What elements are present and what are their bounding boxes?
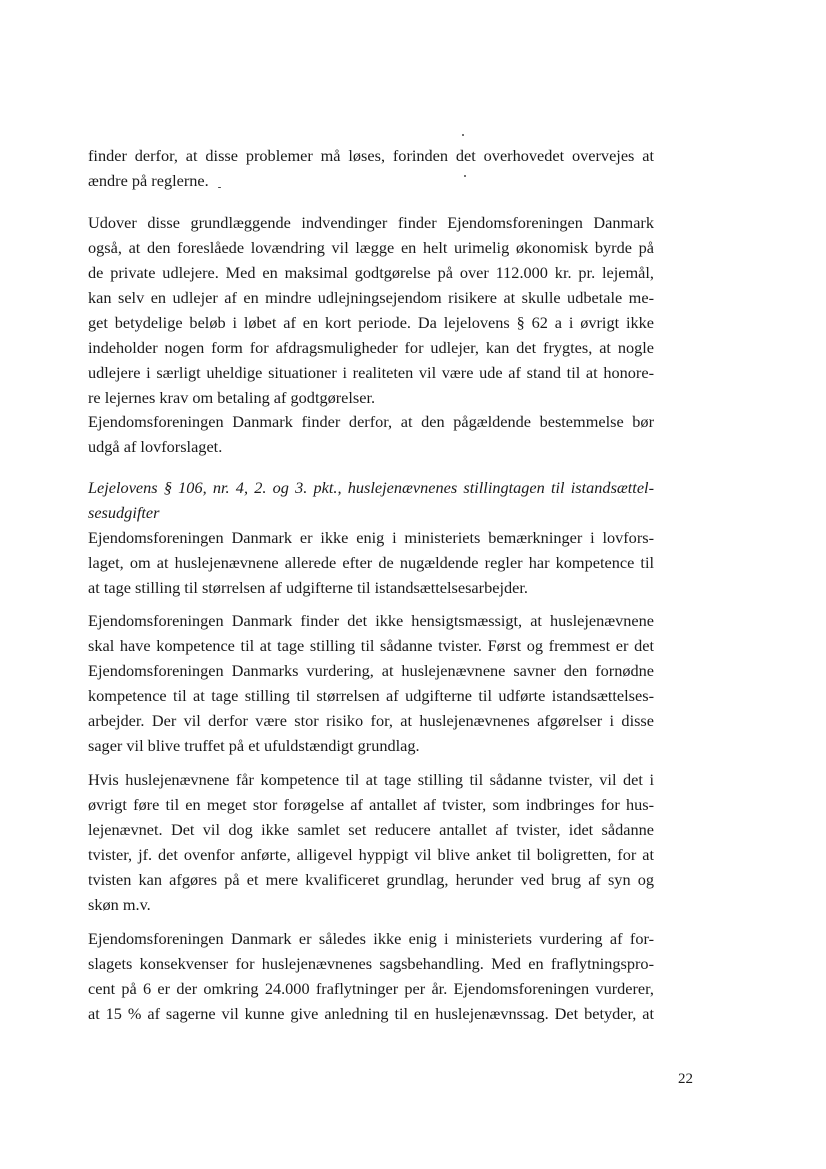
- text-line: indeholder nogen form for afdragsmuligheder for udlejer, kan det frygtes, at nogle: [88, 338, 654, 357]
- text-line: Udover disse grundlæggende indvendinger finder Ejendomsforeningen Danmark: [88, 213, 654, 232]
- scan-speck: [462, 134, 464, 136]
- text-line: tvisten kan afgøres på et mere kvalificeret grundlag, herunder ved brug af syn og: [88, 870, 654, 889]
- text-line: finder derfor, at disse problemer må løses, forinden det overhovedet overvejes at: [88, 146, 654, 165]
- text-line: Ejendomsforeningen Danmark er således ikke enig i ministeriets vurdering af for-: [88, 929, 654, 948]
- text-line: udlejere i særligt uheldige situationer i realiteten vil være ude af stand til at honore-: [88, 363, 654, 382]
- text-line: sager vil blive truffet på et ufuldstændigt grundlag.: [88, 736, 420, 755]
- text-line: også, at den foreslåede lovændring vil lægge en helt urimelig økonomisk byrde på: [88, 238, 654, 257]
- page-number: 22: [678, 1071, 693, 1087]
- text-line: laget, om at huslejenævnene allerede efter de nugældende regler har kompetence til: [88, 553, 654, 572]
- text-line: get betydelige beløb i løbet af en kort periode. Da lejelovens § 62 a i øvrigt ikke: [88, 313, 654, 332]
- paragraph-5: [88, 608, 654, 758]
- text-line: ændre på reglerne.: [88, 171, 209, 190]
- text-line: arbejder. Der vil derfor være stor risiko for, at huslejenævnenes afgørelser i disse: [88, 711, 654, 730]
- text-line: Ejendomsforeningen Danmark finder det ikke hensigtsmæssigt, at huslejenævnene: [88, 611, 654, 630]
- text-line: tvister, jf. det ovenfor anførte, alligevel hyppigt vil blive anket til boligretten, for at: [88, 845, 654, 864]
- text-line: re lejernes krav om betaling af godtgørelser.: [88, 388, 376, 407]
- text-line: slagets konsekvenser for huslejenævnenes sagsbehandling. Med en fraflytningspro-: [88, 954, 654, 973]
- text-line: Ejendomsforeningen Danmark er ikke enig i ministeriets bemærkninger i lovfors-: [88, 528, 654, 547]
- section-heading: sesudgifter: [88, 503, 160, 522]
- text-line: at 15 % af sagerne vil kunne give anledning til en huslejenævnssag. Det betyder, at: [88, 1004, 654, 1023]
- section-lejelovens-106: [88, 475, 654, 600]
- text-line: øvrigt føre til en meget stor forøgelse af antallet af tvister, som indbringes for hus-: [88, 795, 654, 814]
- text-line: Hvis huslejenævnene får kompetence til at tage stilling til sådanne tvister, vil det i: [88, 770, 654, 789]
- text-line: Ejendomsforeningen Danmark finder derfor, at den pågældende bestemmelse bør: [88, 412, 654, 431]
- text-line: udgå af lovforslaget.: [88, 437, 223, 456]
- text-line: skøn m.v.: [88, 895, 151, 914]
- text-line: lejenævnet. Det vil dog ikke samlet set reducere antallet af tvister, idet sådanne: [88, 820, 654, 839]
- paragraph-7: [88, 926, 654, 1026]
- text-line: de private udlejere. Med en maksimal godtgørelse på over 112.000 kr. pr. lejemål,: [88, 263, 654, 282]
- text-line: kan selv en udlejer af en mindre udlejningsejendom risikere at skulle udbetale me-: [88, 288, 654, 307]
- paragraph-3: [88, 409, 654, 459]
- paragraph-6: [88, 767, 654, 917]
- text-line: skal have kompetence til at tage stilling til sådanne tvister. Først og fremmest er det: [88, 636, 654, 655]
- text-line: at tage stilling til størrelsen af udgifterne til istandsættelsesarbejder.: [88, 578, 528, 597]
- paragraph-1: [88, 143, 654, 193]
- section-heading: Lejelovens § 106, nr. 4, 2. og 3. pkt., huslejenævnenes stillingtagen til istandsættel-: [88, 478, 654, 497]
- text-line: kompetence til at tage stilling til størrelsen af udgifterne til udførte istandsættelses-: [88, 686, 654, 705]
- paragraph-2: [88, 210, 654, 410]
- text-line: cent på 6 er der omkring 24.000 fraflytninger per år. Ejendomsforeningen vurderer,: [88, 979, 654, 998]
- text-line: Ejendomsforeningen Danmarks vurdering, at huslejenævnene savner den fornødne: [88, 661, 654, 680]
